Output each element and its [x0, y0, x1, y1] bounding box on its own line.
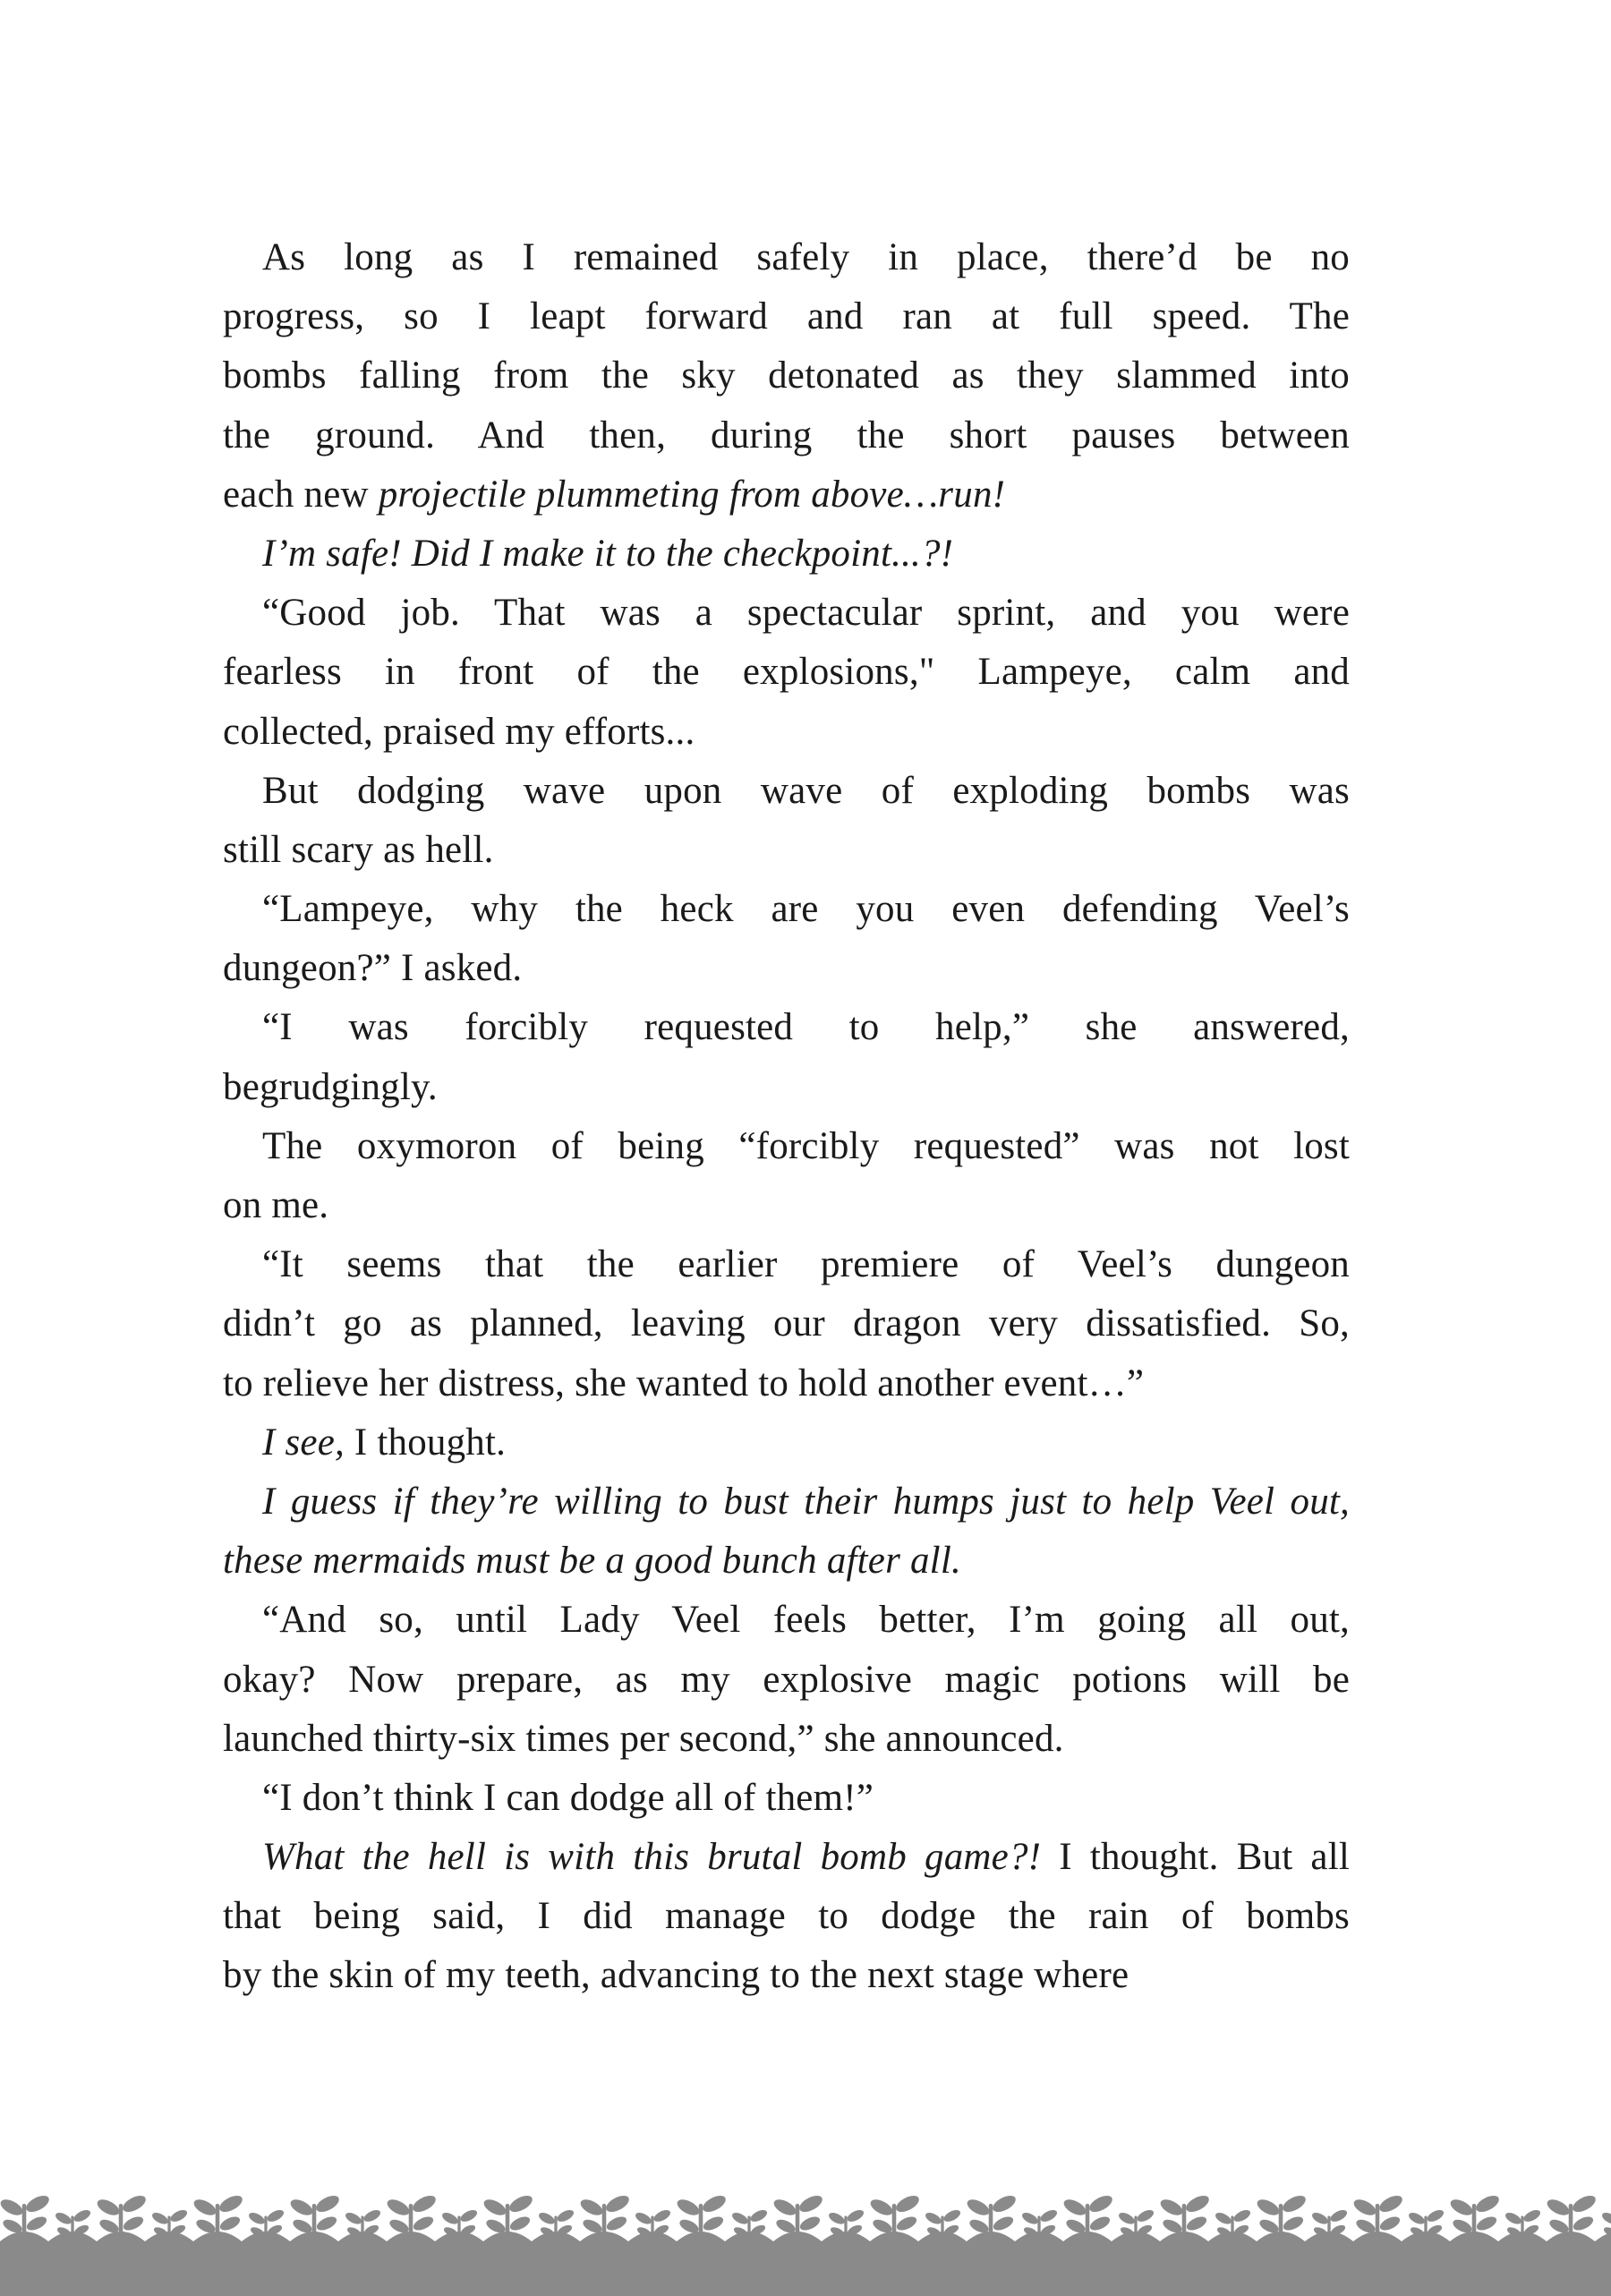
text-line [223, 346, 1350, 405]
text-segment: But dodging wave upon wave of exploding bombs was [262, 769, 1350, 812]
text-line [223, 1058, 1350, 1117]
text-line [223, 1769, 1350, 1828]
text-line [223, 584, 1350, 643]
italic-text-segment: projectile plummeting from above…run! [378, 473, 1006, 516]
italic-text-segment: I see, [262, 1421, 345, 1464]
text-line [223, 1354, 1350, 1413]
text-line [223, 1828, 1350, 1887]
text-segment: fearless in front of the explosions," Lampeye, calm and [223, 651, 1350, 694]
text-line [223, 762, 1350, 821]
text-line [223, 998, 1350, 1057]
text-line [223, 287, 1350, 346]
text-segment: the ground. And then, during the short pauses between [223, 414, 1350, 457]
italic-text-segment: What the hell is with this brutal bomb game?! [262, 1836, 1042, 1879]
text-line [223, 939, 1350, 998]
text-segment: dungeon?” I asked. [223, 947, 523, 990]
text-segment: by the skin of my teeth, advancing to the next stage where [223, 1954, 1129, 1997]
text-line [223, 1117, 1350, 1176]
text-segment: As long as I remained safely in place, there’d be no [262, 236, 1350, 278]
text-line [223, 703, 1350, 762]
text-line [223, 1887, 1350, 1946]
text-line [223, 465, 1350, 525]
text-segment: I thought. But all [1041, 1836, 1350, 1879]
text-segment: to relieve her distress, she wanted to hold another event…” [223, 1361, 1145, 1404]
text-line [223, 1235, 1350, 1294]
text-segment: that being said, I did manage to dodge the rain of bombs [223, 1895, 1350, 1938]
text-column [223, 228, 1350, 2006]
sprout-border [0, 2121, 1611, 2296]
text-segment: progress, so I leapt forward and ran at full speed. The [223, 295, 1350, 338]
text-segment: bombs falling from the sky detonated as they slammed into [223, 354, 1350, 397]
text-line [223, 1294, 1350, 1353]
text-segment: still scary as hell. [223, 828, 494, 871]
text-segment: okay? Now prepare, as my explosive magic potions will be [223, 1658, 1350, 1701]
text-segment: “I was forcibly requested to help,” she answered, [262, 1006, 1350, 1049]
text-segment: I thought. [344, 1421, 507, 1464]
text-segment: “Good job. That was a spectacular sprint, and you were [262, 592, 1350, 635]
text-line [223, 525, 1350, 584]
sprout-border-fill [0, 2121, 1611, 2296]
text-segment: each new [223, 473, 379, 516]
text-line [223, 1413, 1350, 1472]
text-line [223, 228, 1350, 287]
text-line [223, 643, 1350, 702]
text-line [223, 406, 1350, 465]
italic-text-segment: these mermaids must be a good bunch after all. [223, 1540, 961, 1583]
text-line [223, 1710, 1350, 1769]
text-line [223, 1591, 1350, 1650]
text-segment: begrudgingly. [223, 1065, 438, 1108]
text-line [223, 1651, 1350, 1710]
text-segment: “I don’t think I can dodge all of them!” [262, 1776, 874, 1819]
text-line [223, 1176, 1350, 1235]
text-segment: The oxymoron of being “forcibly requested” was not lost [262, 1124, 1350, 1167]
text-segment: didn’t go as planned, leaving our dragon very dissatisfied. So, [223, 1302, 1350, 1345]
italic-text-segment: I’m safe! Did I make it to the checkpoint...?! [262, 532, 954, 575]
text-segment: “And so, until Lady Veel feels better, I’m going all out, [262, 1599, 1350, 1642]
text-segment: “It seems that the earlier premiere of Veel’s dungeon [262, 1243, 1350, 1286]
text-line [223, 880, 1350, 939]
text-segment: launched thirty-six times per second,” she announced. [223, 1717, 1064, 1760]
text-segment: “Lampeye, why the heck are you even defending Veel’s [262, 888, 1350, 931]
italic-text-segment: I guess if they’re willing to bust their humps just to help Veel out, [262, 1480, 1350, 1523]
text-segment: collected, praised my efforts... [223, 710, 695, 753]
text-line [223, 1946, 1350, 2005]
text-line [223, 1532, 1350, 1591]
text-segment: on me. [223, 1184, 329, 1226]
text-line [223, 821, 1350, 880]
text-line [223, 1472, 1350, 1532]
